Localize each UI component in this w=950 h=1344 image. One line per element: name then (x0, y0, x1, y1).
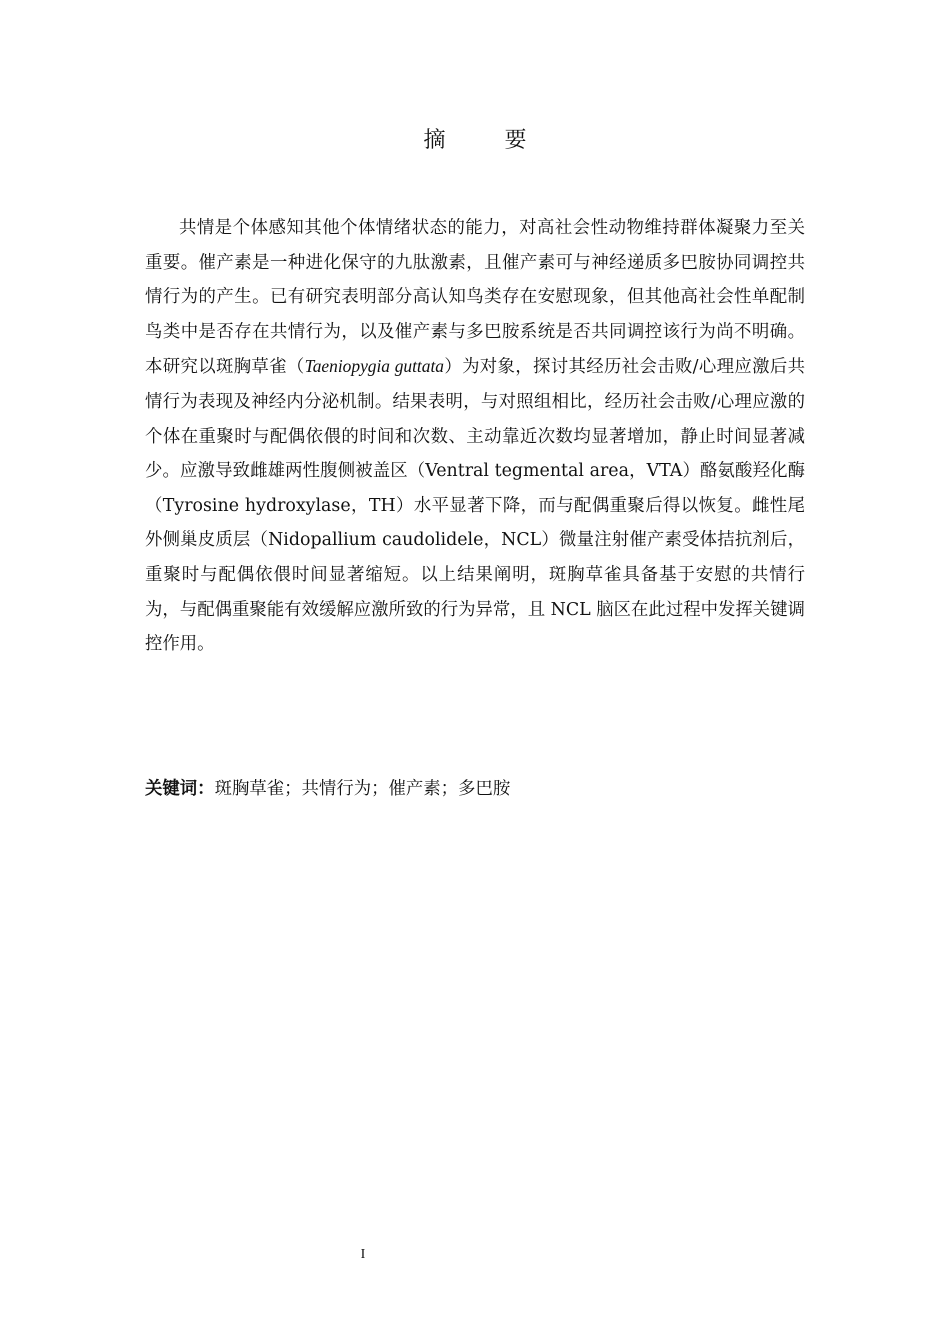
abstract-text-part1: 共情是个体感知其他个体情绪状态的能力，对高社会性动物维持群体凝聚力至关重要。催产素是一种进化保守的九肽激素，且催产素可与神经递质多巴胺协同调控共情行为的产生。已有研究表明部分高认知鸟类存在安慰现象，但其他高社会性单配制鸟类中是否存在共情行为，以及催产素与多巴胺系统是否共同调控该行为尚不明确。本研究以斑胸草雀（ (145, 218, 805, 378)
species-latin-name: Taeniopygia guttata (304, 356, 444, 377)
keywords-label: 关键词： (145, 779, 215, 799)
keywords-text: 斑胸草雀；共情行为；催产素；多巴胺 (214, 779, 511, 799)
abstract-body (145, 211, 805, 662)
page-number: I (360, 1247, 366, 1262)
page-title: 摘 要 (423, 128, 553, 153)
keywords-line (145, 772, 805, 806)
abstract-text-part2: ）为对象，探讨其经历社会击败/心理应激后共情行为表现及神经内分泌机制。结果表明，与对照组相比，经历社会击败/心理应激的个体在重聚时与配偶依偎的时间和次数、主动靠近次数均显著增加，静止时间显著减少。应激导致雌雄两性腹侧被盖区（Ventral tegmental area，VTA）酪氨酸羟化酶（Tyrosine hydroxylase，TH）水平显著下降，而与配偶重聚后得以恢复。雌性尾外侧巢皮质层（Nidopallium caudolidele，NCL）微量注射催产素受体拮抗剂后，重聚时与配偶依偎时间显著缩短。以上结果阐明，斑胸草雀具备基于安慰的共情行为，与配偶重聚能有效缓解应激所致的行为异常，且 NCL 脑区在此过程中发挥关键调控作用。 (145, 357, 805, 655)
